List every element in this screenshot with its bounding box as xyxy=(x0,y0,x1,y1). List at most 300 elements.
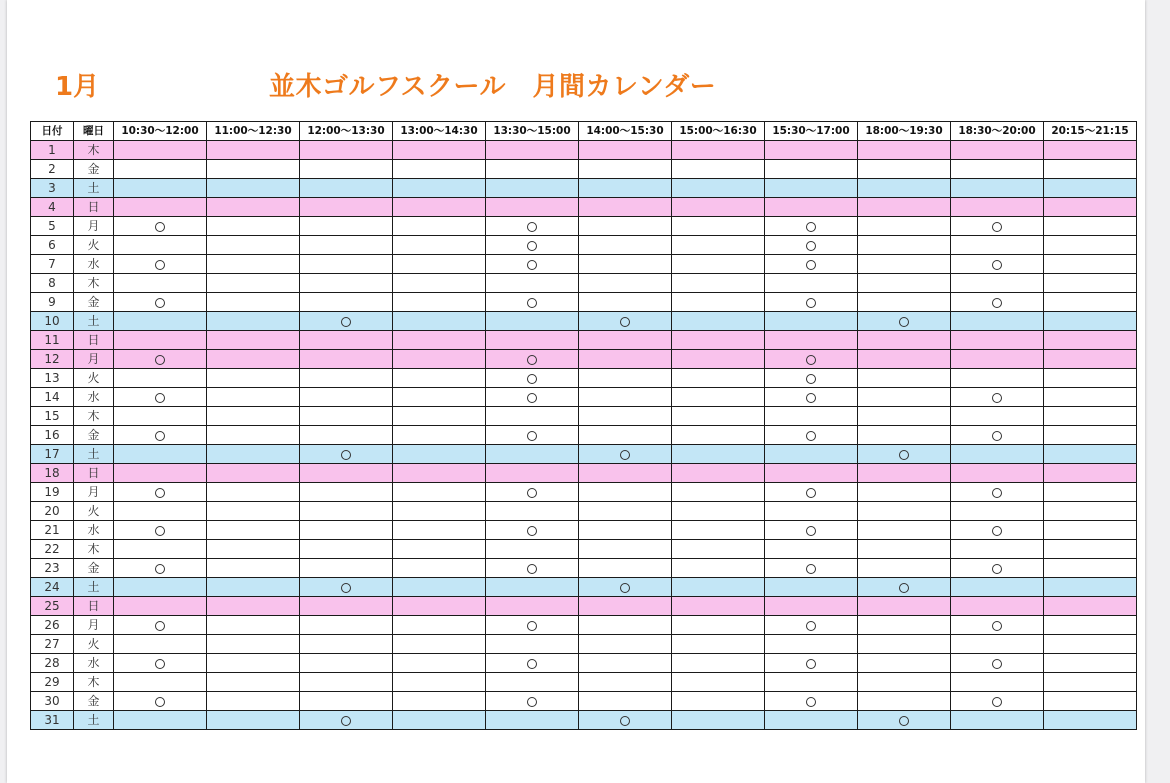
slot-cell xyxy=(300,350,393,369)
circle-icon xyxy=(527,355,537,365)
circle-icon xyxy=(620,716,630,726)
weekday-cell: 火 xyxy=(74,635,114,654)
table-row xyxy=(31,445,1137,464)
table-row xyxy=(31,616,1137,635)
slot-cell xyxy=(393,255,486,274)
slot-cell xyxy=(765,559,858,578)
slot-cell xyxy=(300,445,393,464)
circle-icon xyxy=(806,222,816,232)
table-row xyxy=(31,255,1137,274)
slot-cell xyxy=(114,274,207,293)
header-slot: 14:00～15:30 xyxy=(579,122,672,141)
slot-cell xyxy=(765,217,858,236)
month-label: 1月 xyxy=(55,72,100,102)
slot-cell xyxy=(114,692,207,711)
slot-cell xyxy=(486,331,579,350)
slot-cell xyxy=(858,293,951,312)
page-title: 並木ゴルフスクール 月間カレンダー xyxy=(269,72,717,102)
date-cell: 20 xyxy=(31,502,74,521)
slot-cell xyxy=(207,711,300,730)
slot-cell xyxy=(207,654,300,673)
slot-cell xyxy=(858,635,951,654)
slot-cell xyxy=(858,483,951,502)
slot-cell xyxy=(579,616,672,635)
date-cell: 30 xyxy=(31,692,74,711)
circle-icon xyxy=(806,241,816,251)
slot-cell xyxy=(672,692,765,711)
circle-icon xyxy=(620,317,630,327)
weekday-cell: 月 xyxy=(74,350,114,369)
table-row xyxy=(31,597,1137,616)
slot-cell xyxy=(765,141,858,160)
slot-cell xyxy=(393,293,486,312)
table-row xyxy=(31,198,1137,217)
slot-cell xyxy=(951,217,1044,236)
slot-cell xyxy=(486,141,579,160)
header-weekday: 曜日 xyxy=(74,122,114,141)
slot-cell xyxy=(114,350,207,369)
slot-cell xyxy=(114,312,207,331)
circle-icon xyxy=(527,241,537,251)
slot-cell xyxy=(951,407,1044,426)
table-row xyxy=(31,540,1137,559)
slot-cell xyxy=(765,312,858,331)
slot-cell xyxy=(486,217,579,236)
slot-cell xyxy=(765,445,858,464)
slot-cell xyxy=(951,445,1044,464)
slot-cell xyxy=(951,635,1044,654)
date-cell: 11 xyxy=(31,331,74,350)
slot-cell xyxy=(207,616,300,635)
slot-cell xyxy=(114,198,207,217)
date-cell: 18 xyxy=(31,464,74,483)
weekday-cell: 月 xyxy=(74,217,114,236)
table-row xyxy=(31,388,1137,407)
slot-cell xyxy=(858,388,951,407)
slot-cell xyxy=(300,331,393,350)
slot-cell xyxy=(1044,521,1137,540)
slot-cell xyxy=(393,616,486,635)
slot-cell xyxy=(1044,578,1137,597)
slot-cell xyxy=(114,445,207,464)
slot-cell xyxy=(951,616,1044,635)
slot-cell xyxy=(1044,711,1137,730)
slot-cell xyxy=(672,350,765,369)
table-row xyxy=(31,711,1137,730)
table-row xyxy=(31,331,1137,350)
calendar-table xyxy=(30,121,1137,730)
slot-cell xyxy=(1044,502,1137,521)
weekday-cell: 土 xyxy=(74,578,114,597)
slot-cell xyxy=(207,274,300,293)
slot-cell xyxy=(300,388,393,407)
slot-cell xyxy=(858,502,951,521)
circle-icon xyxy=(806,393,816,403)
weekday-cell: 水 xyxy=(74,388,114,407)
slot-cell xyxy=(858,255,951,274)
slot-cell xyxy=(858,559,951,578)
date-cell: 4 xyxy=(31,198,74,217)
slot-cell xyxy=(114,217,207,236)
slot-cell xyxy=(672,616,765,635)
slot-cell xyxy=(672,236,765,255)
date-cell: 6 xyxy=(31,236,74,255)
circle-icon xyxy=(992,526,1002,536)
slot-cell xyxy=(1044,388,1137,407)
circle-icon xyxy=(992,393,1002,403)
circle-icon xyxy=(992,222,1002,232)
slot-cell xyxy=(300,179,393,198)
weekday-cell: 月 xyxy=(74,616,114,635)
slot-cell xyxy=(486,502,579,521)
slot-cell xyxy=(486,293,579,312)
slot-cell xyxy=(486,426,579,445)
slot-cell xyxy=(486,616,579,635)
slot-cell xyxy=(114,255,207,274)
slot-cell xyxy=(579,464,672,483)
slot-cell xyxy=(300,673,393,692)
circle-icon xyxy=(155,222,165,232)
slot-cell xyxy=(951,559,1044,578)
slot-cell xyxy=(858,673,951,692)
slot-cell xyxy=(672,597,765,616)
slot-cell xyxy=(858,198,951,217)
slot-cell xyxy=(207,407,300,426)
slot-cell xyxy=(765,673,858,692)
slot-cell xyxy=(207,198,300,217)
slot-cell xyxy=(486,236,579,255)
slot-cell xyxy=(951,293,1044,312)
slot-cell xyxy=(951,388,1044,407)
date-cell: 31 xyxy=(31,711,74,730)
slot-cell xyxy=(579,198,672,217)
table-row xyxy=(31,141,1137,160)
slot-cell xyxy=(672,388,765,407)
slot-cell xyxy=(300,198,393,217)
slot-cell xyxy=(1044,597,1137,616)
circle-icon xyxy=(806,564,816,574)
circle-icon xyxy=(806,355,816,365)
slot-cell xyxy=(579,141,672,160)
weekday-cell: 金 xyxy=(74,293,114,312)
slot-cell xyxy=(1044,483,1137,502)
slot-cell xyxy=(672,711,765,730)
slot-cell xyxy=(207,540,300,559)
slot-cell xyxy=(1044,217,1137,236)
slot-cell xyxy=(579,578,672,597)
slot-cell xyxy=(486,407,579,426)
table-row xyxy=(31,217,1137,236)
circle-icon xyxy=(992,697,1002,707)
slot-cell xyxy=(114,236,207,255)
slot-cell xyxy=(672,426,765,445)
slot-cell xyxy=(486,445,579,464)
circle-icon xyxy=(155,621,165,631)
slot-cell xyxy=(765,540,858,559)
slot-cell xyxy=(207,160,300,179)
slot-cell xyxy=(579,521,672,540)
slot-cell xyxy=(207,483,300,502)
weekday-cell: 金 xyxy=(74,692,114,711)
slot-cell xyxy=(486,274,579,293)
circle-icon xyxy=(899,583,909,593)
slot-cell xyxy=(672,540,765,559)
slot-cell xyxy=(858,711,951,730)
circle-icon xyxy=(155,526,165,536)
circle-icon xyxy=(155,260,165,270)
date-cell: 14 xyxy=(31,388,74,407)
slot-cell xyxy=(207,369,300,388)
circle-icon xyxy=(527,298,537,308)
slot-cell xyxy=(300,521,393,540)
date-cell: 22 xyxy=(31,540,74,559)
weekday-cell: 火 xyxy=(74,369,114,388)
circle-icon xyxy=(155,431,165,441)
slot-cell xyxy=(951,711,1044,730)
slot-cell xyxy=(486,711,579,730)
slot-cell xyxy=(393,312,486,331)
slot-cell xyxy=(951,654,1044,673)
slot-cell xyxy=(672,578,765,597)
slot-cell xyxy=(951,426,1044,445)
slot-cell xyxy=(1044,445,1137,464)
slot-cell xyxy=(300,217,393,236)
weekday-cell: 水 xyxy=(74,521,114,540)
date-cell: 24 xyxy=(31,578,74,597)
slot-cell xyxy=(486,369,579,388)
slot-cell xyxy=(765,255,858,274)
weekday-cell: 土 xyxy=(74,312,114,331)
slot-cell xyxy=(207,255,300,274)
header-slot: 18:00～19:30 xyxy=(858,122,951,141)
circle-icon xyxy=(992,488,1002,498)
slot-cell xyxy=(114,141,207,160)
slot-cell xyxy=(207,426,300,445)
slot-cell xyxy=(1044,654,1137,673)
slot-cell xyxy=(579,635,672,654)
slot-cell xyxy=(579,160,672,179)
slot-cell xyxy=(393,407,486,426)
slot-cell xyxy=(951,312,1044,331)
weekday-cell: 水 xyxy=(74,654,114,673)
slot-cell xyxy=(672,274,765,293)
slot-cell xyxy=(486,464,579,483)
header-slot: 13:00～14:30 xyxy=(393,122,486,141)
slot-cell xyxy=(858,578,951,597)
slot-cell xyxy=(672,673,765,692)
slot-cell xyxy=(672,312,765,331)
slot-cell xyxy=(672,559,765,578)
circle-icon xyxy=(806,659,816,669)
slot-cell xyxy=(207,312,300,331)
circle-icon xyxy=(527,222,537,232)
slot-cell xyxy=(579,217,672,236)
circle-icon xyxy=(806,260,816,270)
slot-cell xyxy=(300,502,393,521)
circle-icon xyxy=(155,355,165,365)
slot-cell xyxy=(858,312,951,331)
slot-cell xyxy=(579,274,672,293)
slot-cell xyxy=(951,502,1044,521)
date-cell: 15 xyxy=(31,407,74,426)
table-row xyxy=(31,578,1137,597)
slot-cell xyxy=(207,635,300,654)
slot-cell xyxy=(1044,350,1137,369)
slot-cell xyxy=(858,597,951,616)
slot-cell xyxy=(300,160,393,179)
slot-cell xyxy=(765,521,858,540)
slot-cell xyxy=(579,692,672,711)
slot-cell xyxy=(765,198,858,217)
circle-icon xyxy=(992,298,1002,308)
circle-icon xyxy=(341,317,351,327)
slot-cell xyxy=(579,540,672,559)
slot-cell xyxy=(486,388,579,407)
slot-cell xyxy=(300,464,393,483)
slot-cell xyxy=(207,597,300,616)
slot-cell xyxy=(207,673,300,692)
circle-icon xyxy=(806,526,816,536)
calendar-body xyxy=(31,141,1137,730)
slot-cell xyxy=(951,274,1044,293)
slot-cell xyxy=(579,426,672,445)
slot-cell xyxy=(951,160,1044,179)
weekday-cell: 土 xyxy=(74,179,114,198)
slot-cell xyxy=(951,331,1044,350)
slot-cell xyxy=(672,635,765,654)
slot-cell xyxy=(765,616,858,635)
slot-cell xyxy=(1044,692,1137,711)
weekday-cell: 水 xyxy=(74,255,114,274)
slot-cell xyxy=(579,369,672,388)
slot-cell xyxy=(486,350,579,369)
table-row xyxy=(31,407,1137,426)
slot-cell xyxy=(579,673,672,692)
date-cell: 29 xyxy=(31,673,74,692)
slot-cell xyxy=(579,502,672,521)
date-cell: 8 xyxy=(31,274,74,293)
slot-cell xyxy=(765,654,858,673)
slot-cell xyxy=(765,464,858,483)
slot-cell xyxy=(672,179,765,198)
slot-cell xyxy=(486,179,579,198)
slot-cell xyxy=(579,331,672,350)
circle-icon xyxy=(527,564,537,574)
table-row xyxy=(31,521,1137,540)
date-cell: 5 xyxy=(31,217,74,236)
date-cell: 13 xyxy=(31,369,74,388)
slot-cell xyxy=(207,236,300,255)
slot-cell xyxy=(672,198,765,217)
header-slot: 20:15～21:15 xyxy=(1044,122,1137,141)
circle-icon xyxy=(527,659,537,669)
slot-cell xyxy=(579,350,672,369)
header-date: 日付 xyxy=(31,122,74,141)
slot-cell xyxy=(207,331,300,350)
weekday-cell: 日 xyxy=(74,464,114,483)
slot-cell xyxy=(858,160,951,179)
weekday-cell: 日 xyxy=(74,597,114,616)
slot-cell xyxy=(393,179,486,198)
weekday-cell: 金 xyxy=(74,160,114,179)
circle-icon xyxy=(992,621,1002,631)
slot-cell xyxy=(393,578,486,597)
table-row xyxy=(31,635,1137,654)
slot-cell xyxy=(486,578,579,597)
slot-cell xyxy=(393,635,486,654)
table-row xyxy=(31,350,1137,369)
slot-cell xyxy=(579,388,672,407)
weekday-cell: 木 xyxy=(74,673,114,692)
slot-cell xyxy=(1044,407,1137,426)
slot-cell xyxy=(207,388,300,407)
circle-icon xyxy=(806,488,816,498)
slot-cell xyxy=(672,654,765,673)
slot-cell xyxy=(486,198,579,217)
slot-cell xyxy=(1044,426,1137,445)
slot-cell xyxy=(300,369,393,388)
weekday-cell: 木 xyxy=(74,141,114,160)
slot-cell xyxy=(300,483,393,502)
circle-icon xyxy=(620,583,630,593)
slot-cell xyxy=(765,350,858,369)
circle-icon xyxy=(527,374,537,384)
slot-cell xyxy=(114,635,207,654)
slot-cell xyxy=(207,559,300,578)
slot-cell xyxy=(393,236,486,255)
slot-cell xyxy=(858,464,951,483)
header-slot: 12:00～13:30 xyxy=(300,122,393,141)
slot-cell xyxy=(300,540,393,559)
table-row xyxy=(31,483,1137,502)
slot-cell xyxy=(486,540,579,559)
slot-cell xyxy=(114,540,207,559)
table-row xyxy=(31,236,1137,255)
circle-icon xyxy=(806,298,816,308)
slot-cell xyxy=(393,274,486,293)
slot-cell xyxy=(114,654,207,673)
slot-cell xyxy=(393,331,486,350)
slot-cell xyxy=(114,160,207,179)
slot-cell xyxy=(579,711,672,730)
slot-cell xyxy=(114,502,207,521)
date-cell: 12 xyxy=(31,350,74,369)
slot-cell xyxy=(207,445,300,464)
weekday-cell: 木 xyxy=(74,540,114,559)
weekday-cell: 木 xyxy=(74,407,114,426)
slot-cell xyxy=(858,179,951,198)
slot-cell xyxy=(672,331,765,350)
header-slot: 15:30～17:00 xyxy=(765,122,858,141)
circle-icon xyxy=(899,450,909,460)
slot-cell xyxy=(579,483,672,502)
slot-cell xyxy=(207,179,300,198)
header-slot: 10:30～12:00 xyxy=(114,122,207,141)
slot-cell xyxy=(207,350,300,369)
slot-cell xyxy=(393,388,486,407)
slot-cell xyxy=(579,445,672,464)
slot-cell xyxy=(1044,559,1137,578)
slot-cell xyxy=(393,369,486,388)
slot-cell xyxy=(951,483,1044,502)
slot-cell xyxy=(1044,274,1137,293)
circle-icon xyxy=(527,621,537,631)
slot-cell xyxy=(765,369,858,388)
circle-icon xyxy=(806,621,816,631)
slot-cell xyxy=(672,369,765,388)
slot-cell xyxy=(393,217,486,236)
slot-cell xyxy=(672,255,765,274)
